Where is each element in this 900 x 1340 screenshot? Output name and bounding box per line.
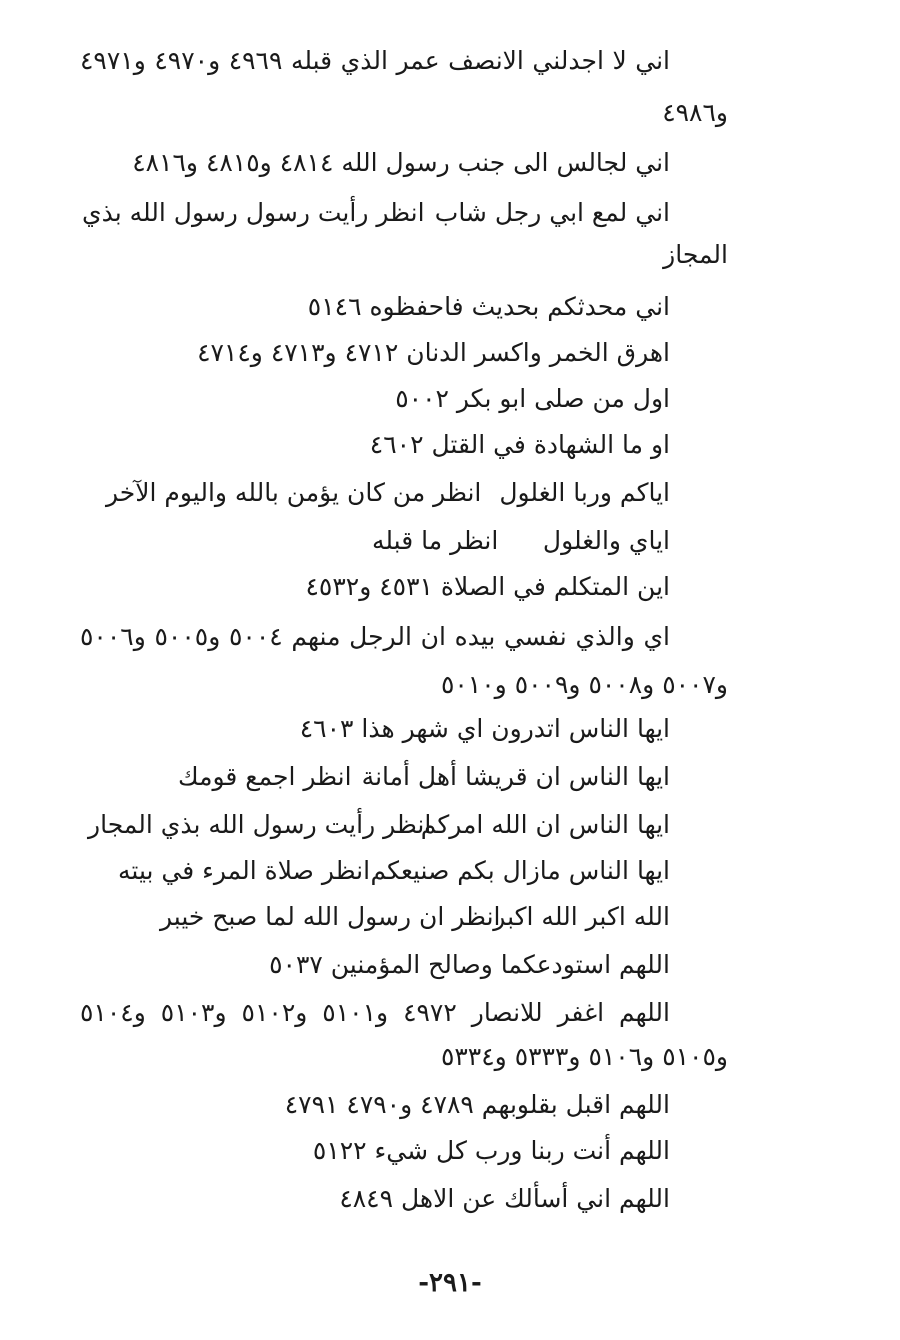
entry-continuation: المجاز [663, 240, 728, 269]
entry-line: او ما الشهادة في القتل ٤٦٠٢ [369, 430, 670, 459]
entry-line: اني محدثكم بحديث فاحفظوه ٥١٤٦ [307, 292, 670, 321]
entry-line: اول من صلى ابو بكر ٥٠٠٢ [395, 384, 670, 413]
entry-continuation: و٤٩٨٦ [662, 98, 728, 127]
entry-cross-reference: انظر اجمع قومك [178, 762, 352, 791]
entry-line: اي والذي نفسي بيده ان الرجل منهم ٥٠٠٤ و٥٠٠٥ و٥٠٠٦ [80, 622, 670, 651]
entry-cross-reference: انظر رأيت رسول الله بذي المجار [88, 810, 432, 839]
entry-line: اياي والغلول [542, 526, 670, 555]
entry-continuation: و٥١٠٥ و٥١٠٦ و٥٣٣٣ و٥٣٣٤ [440, 1042, 728, 1071]
entry-line: اللهم اني أسألك عن الاهل ٤٨٤٩ [339, 1184, 670, 1213]
entry-line: اني لجالس الى جنب رسول الله ٤٨١٤ و٤٨١٥ و٤٨١٦ [132, 148, 670, 177]
entry-cross-reference: انظر صلاة المرء في بيته [118, 856, 371, 885]
entry-line: اني لمع ابي رجل شاب [434, 198, 670, 227]
entry-line: اني لا اجدلني الانصف عمر الذي قبله ٤٩٦٩ و٤٩٧٠ و٤٩٧١ [80, 46, 670, 75]
entry-line: اللهم اقبل بقلوبهم ٤٧٨٩ و٤٧٩٠ ٤٧٩١ [284, 1090, 670, 1119]
entry-line: ايها الناس ان الله امركم [420, 810, 670, 839]
entry-continuation: و٥٠٠٧ و٥٠٠٨ و٥٠٠٩ و٥٠١٠ [440, 670, 728, 699]
entry-line: الله اكبر الله اكبر [493, 902, 670, 931]
entry-line: ايها الناس مازال بكم صنيعكم [370, 856, 670, 885]
entry-line: ايها الناس اتدرون اي شهر هذا ٤٦٠٣ [299, 714, 670, 743]
entry-cross-reference: انظر ان رسول الله لما صبح خيبر [160, 902, 501, 931]
entry-line: اهرق الخمر واكسر الدنان ٤٧١٢ و٤٧١٣ و٤٧١٤ [197, 338, 670, 367]
entry-cross-reference: انظر رأيت رسول رسول الله بذي [82, 198, 425, 227]
entry-line: اللهم أنت ربنا ورب كل شيء ٥١٢٢ [312, 1136, 670, 1165]
entry-cross-reference: انظر ما قبله [372, 526, 499, 555]
entry-line: ايها الناس ان قريشا أهل أمانة [361, 762, 670, 791]
entry-cross-reference: انظر من كان يؤمن بالله واليوم الآخر [106, 478, 482, 507]
entry-line: اياكم وربا الغلول [499, 478, 670, 507]
entry-line: اللهم اغفر للانصار ٤٩٧٢ و٥١٠١ و٥١٠٢ و٥١٠٣ و٥١٠٤ [80, 998, 670, 1027]
entry-line: اين المتكلم في الصلاة ٤٥٣١ و٤٥٣٢ [305, 572, 670, 601]
entry-line: اللهم استودعكما وصالح المؤمنين ٥٠٣٧ [269, 950, 670, 979]
page-number: -٢٩١- [418, 1268, 482, 1298]
